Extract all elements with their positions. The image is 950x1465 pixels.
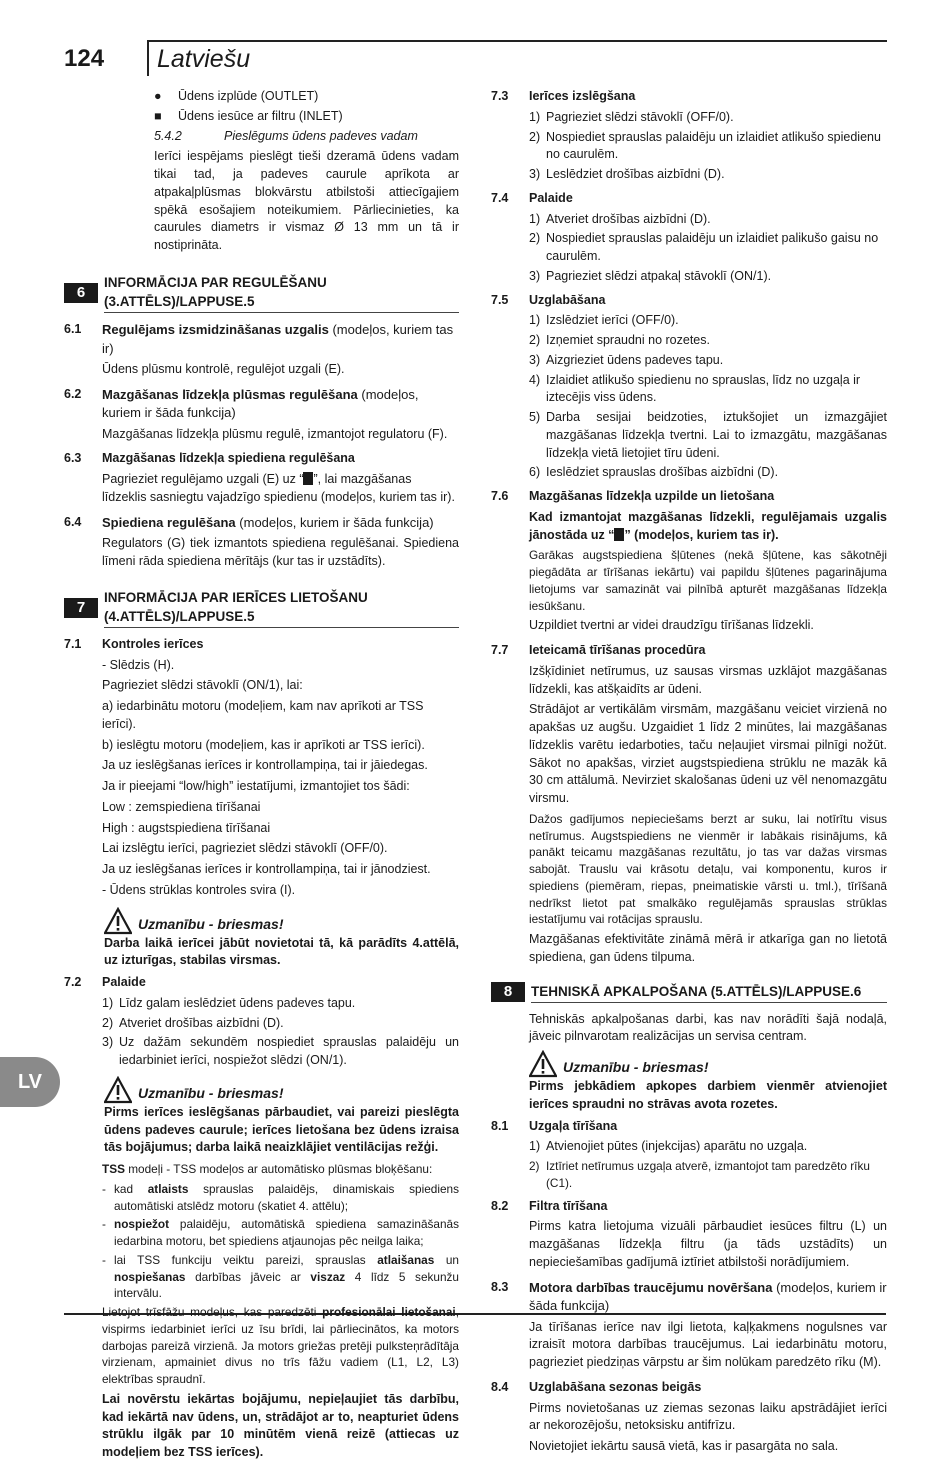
detergent-symbol-icon [614,528,624,541]
subsection-8-4: 8.4 Uzglabāšana sezonas beigās Pirms novietošanas uz ziemas sezonas laiku apstrādājiet ierīci ar nekorozējošu, netoksisku antifrīzu. Novietojiet iekārtu sausā vietā, kas ir pasargāta no sala. [491,1379,887,1454]
intro-paragraph: Ierīci iespējams pieslēgt tieši dzeramā ūdens vadam tikai tad, ja padeves caurule aprīkota ar atpakaļplūsmas blokvārstu atbilstoši attiecīgajiem spēkā esošajiem noteikumiem. Pārliecinieties, ka caurules diametrs ir vismaz Ø 13 mm un tā ir nostiprināta. [154,149,459,252]
subsection-7-4: 7.4 Palaide 1) Atveriet drošības aizbīdni (D). 2) Nospiediet sprauslas palaidēju un izlaidiet palikušo gaisu no caurulēm. 3) Pagrieziet slēdzi atpakaļ stāvoklī (ON/1). [491,190,879,283]
subsection-8-1: 8.1 Uzgaļa tīrīšana 1) Atvienojiet pūtes (injekcijas) aparātu no uzgaļa. 2) Iztīriet netīrumus uzgaļa atverē, izmantojot tam paredzēto rīku (C1). [491,1118,870,1190]
tss-block: TSS modeļi - TSS modeļos ar automātisko plūsmas bloķēšanu: - kad atlaists sprauslas palaidējs, dinamiskais spiediens automātiski atslēdz motoru (skatiet 4. attēlu); - nospiežot palaidēju, automātiskā spiediena samazināšanās iedarbina motoru, bet spiediens atjaunojas pēc neilga laika; - lai TSS funkciju veiktu pareizi, sprauslas atlaišanas un nospiešanas darbības jāveic ar viszaz 4 līdz 5 sekunžu intervālu. Lietojot trīsfāžu modeļus, kas paredzēti profesionālai lietošanai, vispirms iedarbiniet ierīci uz īsu brīdi, lai pārliecinātos, ka motors darbojas pareizā virzienā. Ja motors griežas pretēji pulksteņrādītāja virzienam, apmainiet divus no trīs fāžu vadiem (L1, L2, L3) elektrības spraudnī. Lai novērstu iekārtas bojājumu, nepieļaujiet tās darbību, kad iekārtā nav ūdens, un, strādājot ar to, neapturiet ūdens strūklu ilgāk par 10 minūtēm vienā reizē (attiecas uz modeļiem bez TSS ierīces). [102,1162,459,1460]
subsection-5-4-2: 5.4.2 Pieslēgums ūdens padeves vadam [154,128,418,143]
warning-8: Uzmanību - briesmas! Pirms jebkādiem apkopes darbiem vienmēr atvienojiet ierīces spraudni no strāvas avota rozetes. [529,1050,887,1114]
header-rule-vertical [147,40,149,76]
subsection-8-2: 8.2 Filtra tīrīšana Pirms katra lietojuma vizuāli pārbaudiet iesūces filtru (L) un mazgāšanas līdzekļa filtru (ja tāds uzstādīts) un nepieciešamības gadījumā iztīriet atbilstoši norādījumiem. [491,1198,887,1269]
subsection-7-6: 7.6 Mazgāšanas līdzekļa uzpilde un lietošana Kad izmantojat mazgāšanas līdzekli, regulējamais uzgalis jānostāda uz “ ” (modeļos, kuriem tas ir). Garākas augstspiediena šļūtenes (nekā šļūtene, kas sākotnēji piegādāta ar tīrīšanas iekārtu) vai papildu šļūtenes pagarinājuma lietojums var samazināt vai pilnībā apturēt mazgāšanas līdzekļa iesūkšanu. Uzpildiet tvertni ar videi draudzīgu tīrīšanas līdzekli. [491,489,887,633]
subsection-8-3: 8.3 Motora darbības traucējumu novēršana (modeļos, kuriem ir šāda funkcija) Ja tīrīšanas ierīce nav ilgi lietota, kaļķakmens nogulsnes var izraisīt motora darbības traucējumus. Lai iedarbinātu motoru, pagrieziet piedziņas vārpstu ar šim nolūkam paredzēto rīku (M). [491,1279,887,1370]
warning-triangle-icon [104,907,132,935]
subsection-6-2: 6.2 Mazgāšanas līdzekļa plūsmas regulēšana (modeļos, kuriem ir šāda funkcija) Mazgāšanas līdzekļa plūsmu regulē, izmantojot regulatoru (F). [64,386,448,441]
subsection-6-4: 6.4 Spiediena regulēšana (modeļos, kuriem ir šāda funkcija) Regulators (G) tiek izmantots spiediena regulēšanai. Spiediena līmeni rāda spiediena mērītājs (kur tas ir uzstādīts). [64,514,459,568]
subsection-7-3: 7.3 Ierīces izslēgšana 1) Pagrieziet slēdzi stāvoklī (OFF/0). 2) Nospiediet sprauslas palaidēju un izlaidiet atlikušo spiedienu no caurulēm. 3) Leslēdziet drošības aizbīdni (D). [491,89,881,181]
header-rule-horizontal [147,40,887,42]
warning-triangle-icon [529,1050,557,1078]
bullet-inlet: ■ Ūdens iesūce ar filtru (INLET) [154,108,459,126]
subsection-7-5: 7.5 Uzglabāšana 1) Izslēdziet ierīci (OFF/0). 2) Izņemiet spraudni no rozetes. 3) Aizgrieziet ūdens padeves tapu. 4) Izlaidiet atlikušo spiedienu no sprauslas, līdz no uzgaļa ir iztecējis viss ūdens. 5) Darba sesijai beidzoties, iztukšojiet un izmazgājiet mazgāšanas līdzekļa tvertni. Lai to izmazgātu, mazgāšanas līdzekļa vietā lietojiet tīru ūdeni. 6) Ieslēdziet sprauslas drošības aizbīdni (D). [491,292,887,480]
page-number: 124 [64,45,105,72]
warning-triangle-icon [104,1076,132,1104]
warning-7-1: Uzmanību - briesmas! Darba laikā ierīcei jābūt novietotai tā, kā parādīts 4.attēlā, uz izturīgas, stabilas virsmas. [104,907,459,971]
left-column [64,88,459,1465]
section-7-heading: 7 INFORMĀCIJA PAR IERĪCES LIETOŠANU (4.ATTĒLS)/LAPPUSE.5 [64,588,459,628]
subsection-7-1: 7.1 Kontroles ierīces - Slēdzis (H). Pagrieziet slēdzi stāvoklī (ON/1), lai: a) iedarbinātu motoru (modeļiem, kam nav aprīkoti ar TSS ierīci). b) ieslēgtu motoru (modeļiem, kas ir aprīkoti ar TSS ierīci). Ja uz ieslēgšanas ierīces ir kontrollampiņa, tai ir jāiedegas. Ja ir pieejami “low/high” iestatījumi, izmantojiet tos šādi: Low : zemspiediena tīrīšanai High : augstspiediena tīrīšanai Lai izslēgtu ierīci, pagrieziet slēdzi stāvoklī (OFF/0). Ja uz ieslēgšanas ierīces ir kontrollampiņa, tai ir jānodziest. - Ūdens strūklas kontroles svira (I). [64,636,431,897]
language-title: Latviešu [157,45,251,73]
section-8-heading: 8 TEHNISKĀ APKALPOŠANA (5.ATTĒLS)/LAPPUSE.6 [491,982,887,1003]
subsection-7-7: 7.7 Ieteicamā tīrīšanas procedūra Izšķīdiniet netīrumus, uz sausas virsmas uzklājot mazgāšanas līdzekli, kas atšķaidīts ar ūdeni. Strādājot ar vertikālām virsmām, mazgāšanu veiciet virzienā no apakšas uz augšu. Uzgaidiet 1 līdz 2 minūtes, lai mazgāšanas līdzeklis varētu iedarboties, taču neļaujiet virsmai pilnīgi nožūt. Sākot no apakšas, virziet augstspiediena strūklu ne mazāk kā 30 cm attālumā. Nevirziet skalošanas ūdeni uz vēl nenomazgātu virsmu. Dažos gadījumos nepieciešams berzt ar suku, lai notīrītu visus netīrumus. Augstspiediens ne vienmēr ir labākais risinājums, kā panākt teicamu mazgāšanas rezultātu, jo tas var dažas virsmas sabojāt. Trauslu vai krāsotu detaļu, vai komponentu, kuros ir spiediens (piemēram, riepas, pneimatiskie vārsti u. tml.), tīrīšanā nedrīkst lietot pat smalkāko regulējamās sprauslas strūklas iestatījumu vai rotācijas sprauslu. Mazgāšanas efektivitāte zināmā mērā ir atkarīga gan no lietotā spiediena, gan ūdens tilpuma. [491,643,887,964]
subsection-6-1: 6.1 Regulējams izsmidzināšanas uzgalis (modeļos, kuriem tas ir) Ūdens plūsmu kontrolē, regulējot uzgali (E). [64,322,454,376]
right-column [491,88,887,1459]
circle-bullet-icon: ● [154,89,162,103]
subsection-7-2: 7.2 Palaide 1) Līdz galam ieslēdziet ūdens padeves tapu. 2) Atveriet drošības aizbīdni (D). 3) Uz dažām sekundēm nospiediet sprauslas palaidēju un iedarbiniet ierīci, nospiežot slēdzi (ON/1). [64,975,459,1068]
language-side-tab: LV [0,1057,60,1107]
warning-7-2: Uzmanību - briesmas! Pirms ierīces ieslēgšanas pārbaudiet, vai pareizi pieslēgta ūdens padeves caurule; ierīces lietošana bez ūdens izraisa tās bojājumus; darba laikā neaizklājiet ventilācijas režģi. [104,1076,459,1157]
detergent-symbol-icon [303,472,313,485]
subsection-6-3: 6.3 Mazgāšanas līdzekļa spiediena regulēšana Pagrieziet regulējamo uzgali (E) uz “ ”, lai mazgāšanas līdzeklis sasniegtu vajadzīgo spiedienu (modeļos, kuriem tas ir). [64,451,455,504]
square-bullet-icon: ■ [154,108,162,123]
section-6-heading: 6 INFORMĀCIJA PAR REGULĒŠANU (3.ATTĒLS)/LAPPUSE.5 [64,273,459,313]
bullet-outlet: ● Ūdens izplūde (OUTLET) [154,88,459,106]
section-8-intro: Tehniskās apkalpošanas darbi, kas nav norādīti šajā nodaļā, jāveic pilnvarotam realizācijas un servisa centram. [529,1011,887,1044]
